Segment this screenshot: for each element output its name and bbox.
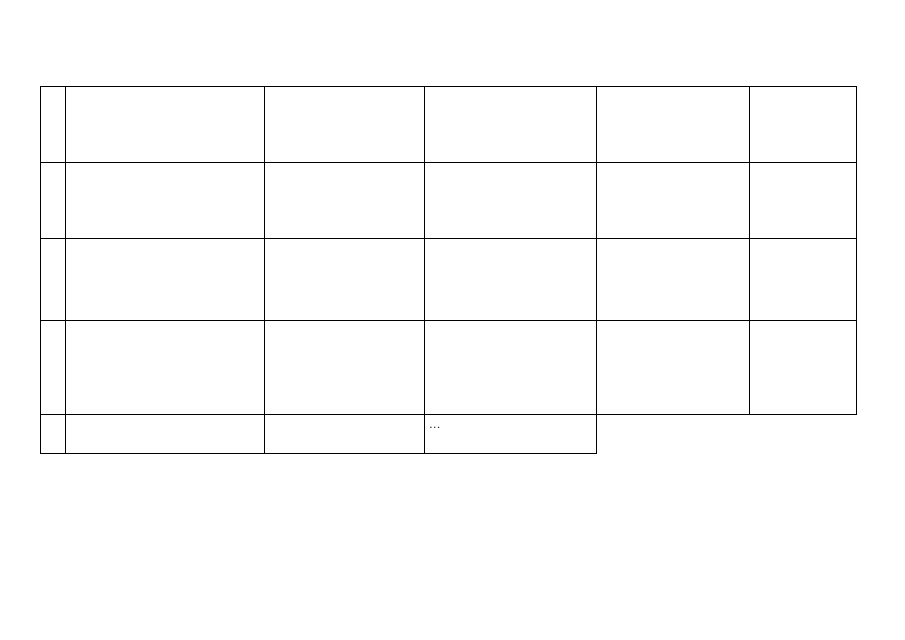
supervisor-cell: [597, 87, 750, 163]
position-cell: [425, 239, 597, 321]
row-number: [41, 163, 66, 239]
position-cell: …: [425, 415, 597, 454]
personnel-table: [40, 86, 857, 454]
role-cell: [66, 321, 265, 415]
row-number: [41, 321, 66, 415]
role-cell: [66, 239, 265, 321]
role-cell: [66, 415, 265, 454]
role-cell: [66, 163, 265, 239]
table-row: [41, 163, 857, 239]
row-number: [41, 415, 66, 454]
table-row: [41, 321, 857, 415]
supervisor-cell: [597, 321, 750, 415]
score-cell: [750, 87, 857, 163]
score-cell: [750, 321, 857, 415]
supervisor-cell: [597, 239, 750, 321]
person-name: [265, 415, 425, 454]
position-cell: [425, 163, 597, 239]
table-row: [41, 415, 857, 454]
table-row: [41, 239, 857, 321]
score-cell: [750, 163, 857, 239]
position-cell: [425, 87, 597, 163]
row-number: [41, 239, 66, 321]
person-name: [265, 321, 425, 415]
position-cell: [425, 321, 597, 415]
person-name: [265, 239, 425, 321]
person-name: [265, 163, 425, 239]
table-row: [41, 87, 857, 163]
role-cell: [66, 87, 265, 163]
person-name: [265, 87, 425, 163]
row-number: [41, 87, 66, 163]
supervisor-cell: [597, 163, 750, 239]
score-cell: [750, 239, 857, 321]
